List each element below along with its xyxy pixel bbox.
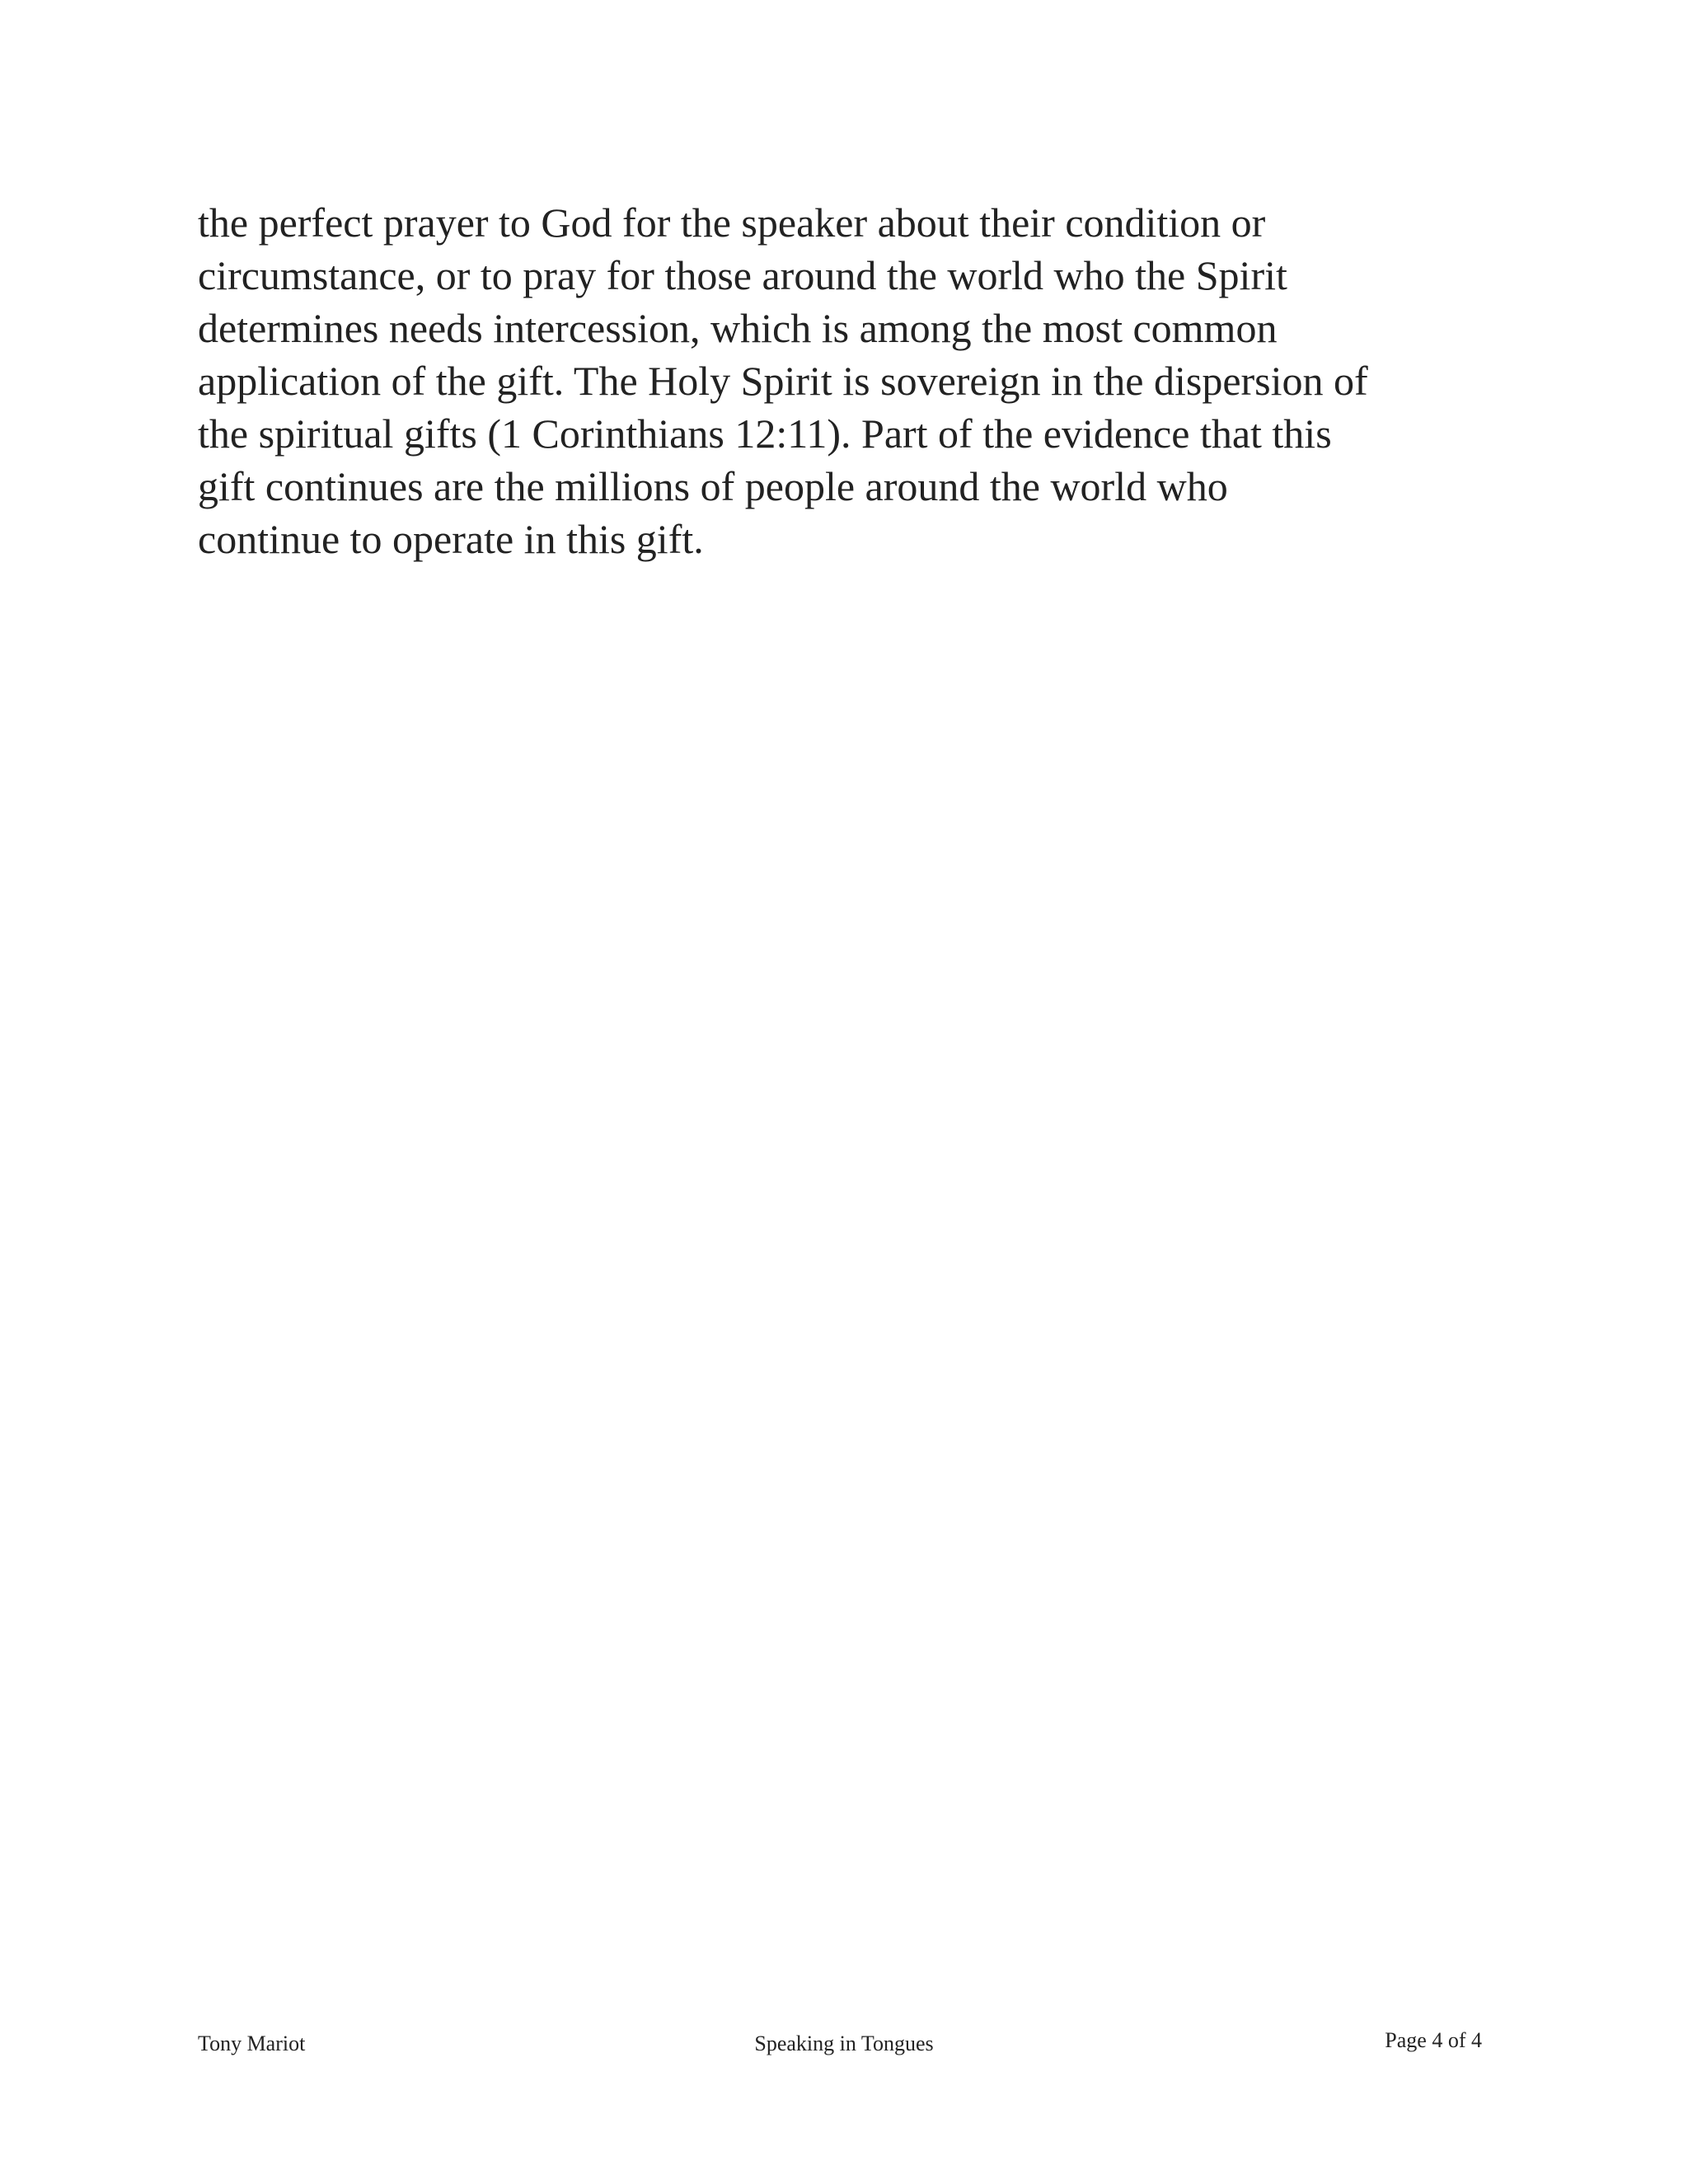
paragraph-line: application of the gift. The Holy Spirit is sovereign in the dispersion of — [198, 358, 1368, 404]
paragraph-line: the perfect prayer to God for the speaker about their condition or — [198, 199, 1266, 246]
paragraph-line: the spiritual gifts (1 Corinthians 12:11). Part of the evidence that this — [198, 410, 1332, 457]
footer-page-number: Page 4 of 4 — [1385, 2028, 1482, 2052]
footer-title: Speaking in Tongues — [754, 2032, 934, 2055]
paragraph-line: determines needs intercession, which is among the most common — [198, 305, 1278, 351]
footer-author: Tony Mariot — [198, 2032, 306, 2055]
paragraph-line: continue to operate in this gift. — [198, 516, 704, 562]
paragraph-line: gift continues are the millions of people around the world who — [198, 463, 1228, 509]
paragraph-line: circumstance, or to pray for those around the world who the Spirit — [198, 252, 1287, 298]
body-paragraph — [198, 196, 1500, 565]
